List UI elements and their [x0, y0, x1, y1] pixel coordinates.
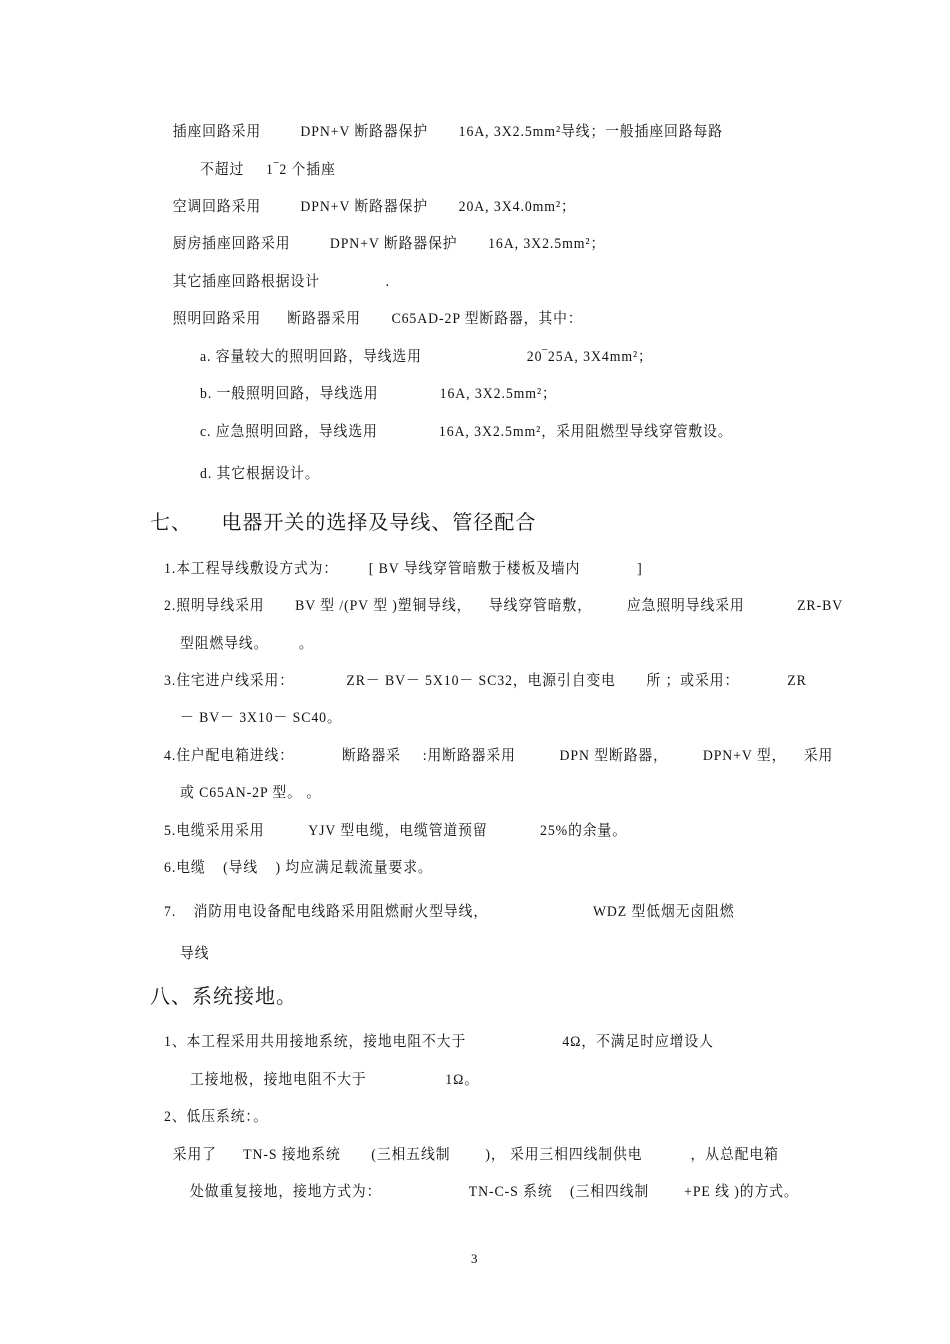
text-line: 3.住宅进户线采用： ZR－ BV－ 5X10－ SC32，电源引自变电 所 ；或采用： ZR: [164, 673, 807, 689]
text-line: 2、低压系统：。: [164, 1109, 268, 1125]
text-line: c. 应急照明回路，导线选用 16A, 3X2.5mm²，采用阻燃型导线穿管敷设。: [200, 424, 733, 440]
text-line: 7. 消防用电设备配电线路采用阻燃耐火型导线， WDZ 型低烟无卤阻燃: [164, 904, 735, 920]
text-line: 5.电缆采用采用 YJV 型电缆，电缆管道预留 25%的余量。: [164, 823, 627, 839]
text-line: a. 容量较大的照明回路，导线选用 20‾25A, 3X4mm²；: [200, 349, 653, 365]
text-line: b. 一般照明回路，导线选用 16A, 3X2.5mm²；: [200, 386, 557, 402]
text-line: 1、本工程采用共用接地系统，接地电阻不大于 4Ω，不满足时应增设人: [164, 1034, 714, 1050]
text-line: 空调回路采用 DPN+V 断路器保护 20A, 3X4.0mm²；: [164, 199, 576, 215]
text-line: 工接地极，接地电阻不大于 1Ω。: [190, 1072, 480, 1088]
text-line: － BV－ 3X10－ SC40。: [180, 710, 342, 726]
text-line: 插座回路采用 DPN+V 断路器保护 16A, 3X2.5mm²导线；一般插座回路每路: [164, 124, 723, 140]
section-heading: 七、 电器开关的选择及导线、管径配合: [150, 510, 537, 534]
text-line: 型阻燃导线。 。: [180, 636, 314, 652]
text-line: 导线: [180, 946, 210, 962]
section-heading: 八、系统接地。: [150, 984, 297, 1008]
text-line: d. 其它根据设计。: [200, 466, 320, 482]
text-line: 处做重复接地，接地方式为： TN-C-S 系统 (三相四线制 +PE 线 )的方式。: [190, 1184, 799, 1200]
text-line: 1.本工程导线敷设方式为： [ BV 导线穿管暗敷于楼板及墙内 ]: [164, 561, 643, 577]
text-line: 2.照明导线采用 BV 型 /(PV 型 )塑铜导线， 导线穿管暗敷， 应急照明导线采用 ZR-BV: [164, 598, 844, 614]
text-line: 或 C65AN-2P 型。 。: [180, 785, 321, 801]
text-line: 照明回路采用 断路器采用 C65AD-2P 型断路器，其中：: [164, 311, 583, 327]
text-line: 不超过 1‾2 个插座: [200, 162, 336, 178]
text-line: 其它插座回路根据设计 .: [164, 274, 390, 290]
page-number: 3: [471, 1251, 478, 1266]
text-line: 4.住户配电箱进线： 断路器采 :用断路器采用 DPN 型断路器， DPN+V 型， 采用: [164, 748, 834, 764]
text-line: 采用了 TN-S 接地系统 (三相五线制 )， 采用三相四线制供电 ，从总配电箱: [164, 1147, 779, 1163]
text-line: 厨房插座回路采用 DPN+V 断路器保护 16A, 3X2.5mm²；: [164, 236, 606, 252]
text-line: 6.电缆 (导线 ) 均应满足载流量要求。: [164, 860, 433, 876]
